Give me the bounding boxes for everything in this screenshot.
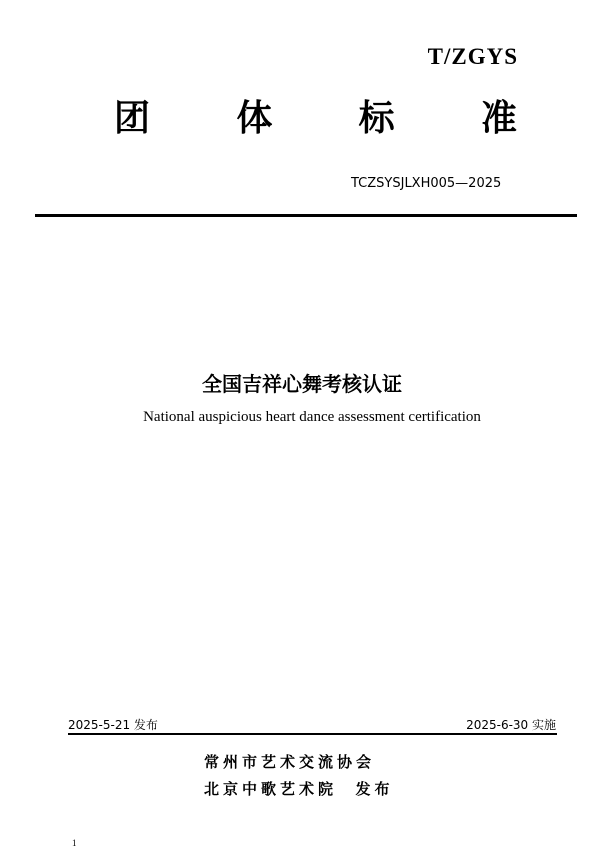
document-type-char: 团 (114, 98, 151, 139)
standard-code: T/ZGYS (427, 44, 518, 69)
footer-divider (68, 733, 557, 735)
document-type-char: 准 (480, 98, 517, 139)
title-english: National auspicious heart dance assessment certification (143, 409, 481, 425)
header-divider (35, 214, 577, 217)
issuer-line-2: 北京中歌艺术院 发布 (204, 780, 394, 798)
publish-date: 2025-5-21 发布 (68, 718, 158, 732)
title-chinese: 全国吉祥心舞考核认证 (202, 372, 402, 396)
implement-date: 2025-6-30 实施 (466, 718, 556, 732)
document-type-char: 标 (358, 98, 395, 139)
page-number: 1 (72, 838, 77, 848)
issuer-line-1: 常州市艺术交流协会 (204, 753, 376, 771)
document-number: TCZSYSJLXH005—2025 (351, 176, 502, 191)
document-type-heading (114, 99, 517, 139)
document-type-char: 体 (236, 98, 273, 139)
